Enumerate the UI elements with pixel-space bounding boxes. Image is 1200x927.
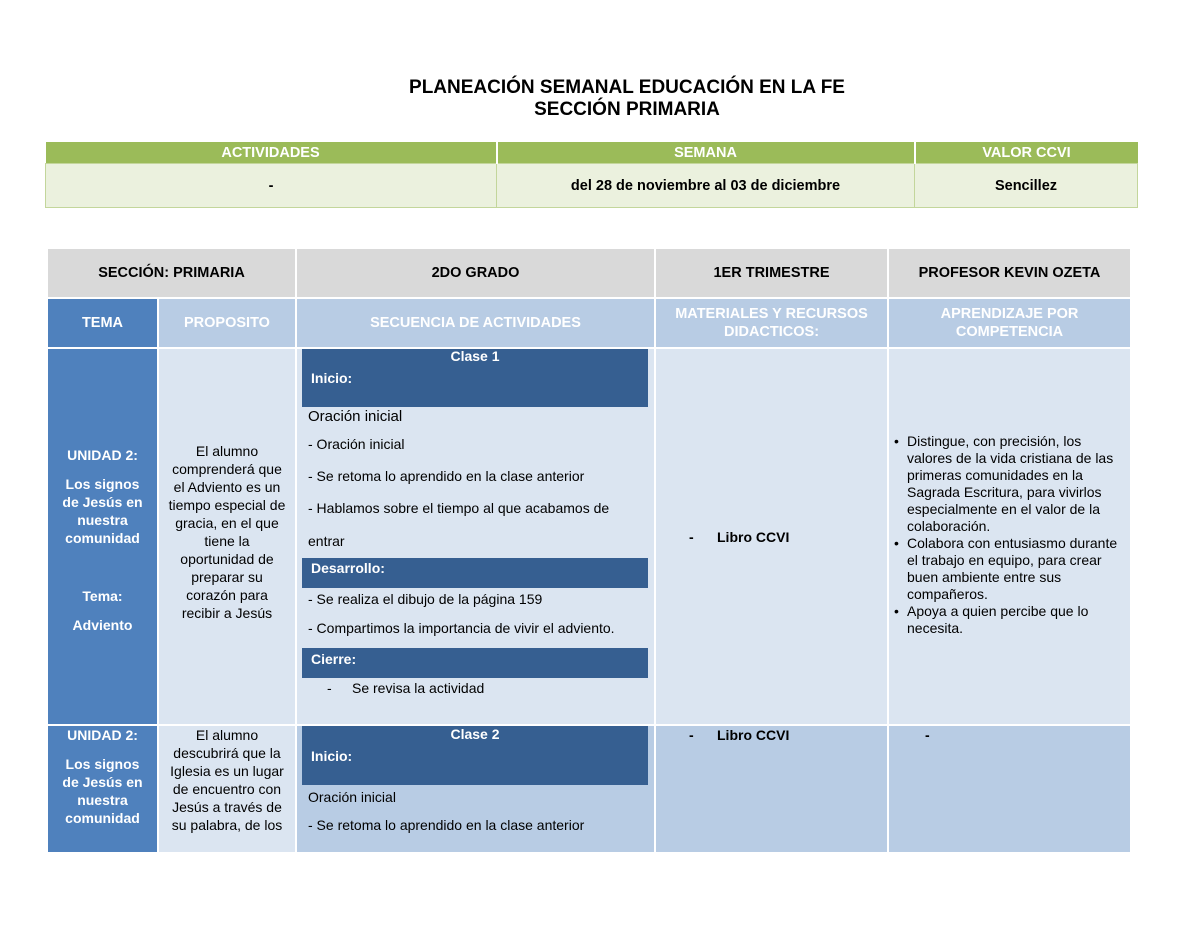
proposito-text: El alumno comprenderá que el Adviento es un tiempo especial de gracia, en el que tiene la oportunidad de preparar su corazón para recibir a Jesús [168,442,286,621]
unidad-label: UNIDAD 2: [67,446,138,463]
col-header-secuencia: SECUENCIA DE ACTIVIDADES [296,298,655,348]
info-grade: 2DO GRADO [296,248,655,298]
inicio-item: Oración inicial [308,408,403,425]
inicio-item: Oración inicial [308,789,396,805]
proposito-cell [158,725,296,853]
desarrollo-item: - Se realiza el dibujo de la página 159 [308,591,543,607]
competencias-list [889,433,1130,637]
dash: - [689,727,694,743]
col-header-proposito: PROPOSITO [158,298,296,348]
secuencia-cell [296,725,655,853]
summary-header-activities: ACTIVIDADES [46,142,497,164]
competencia-item: • Apoya a quien percibe que lo necesita. [907,603,1124,637]
tema-cell [47,348,158,725]
unidad-label: UNIDAD 2: [67,727,138,743]
material-text: Libro CCVI [717,727,790,743]
competencia-item: - [925,727,930,743]
tema-label: Tema: [82,587,123,604]
title-line-2: SECCIÓN PRIMARIA [534,99,720,120]
cierre-label: Cierre: [302,648,648,678]
competencia-item: • Colabora con entusiasmo durante el trabajo en equipo, para crear buen ambiente entre sus compañeros. [907,535,1124,603]
tema-cell [47,725,158,853]
aprendizaje-cell [888,725,1131,853]
cierre-text: Se revisa la actividad [352,680,485,696]
info-term: 1ER TRIMESTRE [655,248,888,298]
proposito-text: El alumno descubrirá que la Iglesia es un lugar de encuentro con Jesús a través de su palabra, de los [170,727,284,833]
inicio-label: Inicio: [302,746,648,785]
materiales-cell [655,348,888,725]
title-line-1: PLANEACIÓN SEMANAL EDUCACIÓN EN LA FE [409,77,845,98]
summary-activities-value: - [46,164,497,208]
inicio-item: - Se retoma lo aprendido en la clase anterior [308,468,585,484]
desarrollo-label: Desarrollo: [302,558,648,588]
material-item [656,529,887,545]
plan-table [46,247,1132,854]
clase-1-title: Clase 1 [302,348,648,368]
summary-table [45,142,1138,208]
competencia-item: • Distingue, con precisión, los valores de la vida cristiana de las primeras comunidades en la Sagrada Escritura, para vivirlos especialmente en el valor de la colaboración. [907,433,1124,535]
material-text: Libro CCVI [717,528,790,545]
unidad-title: Los signos de Jesús en nuestra comunidad [62,756,143,826]
clase-2-title: Clase 2 [302,726,648,746]
unidad-title: Los signos de Jesús en nuestra comunidad [62,475,143,546]
materiales-cell [655,725,888,853]
page-title [0,77,1200,121]
cierre-item [302,678,648,698]
summary-header-value: VALOR CCVI [915,142,1138,164]
col-header-aprendizaje: APRENDIZAJE POR COMPETENCIA [888,298,1131,348]
summary-week-value: del 28 de noviembre al 03 de diciembre [497,164,915,208]
inicio-item: - Se retoma lo aprendido en la clase anterior [308,817,585,833]
dash: - [327,680,332,696]
summary-header-week: SEMANA [497,142,915,164]
aprendizaje-cell [888,348,1131,725]
desarrollo-item: - Compartimos la importancia de vivir el adviento. [308,620,615,636]
inicio-item: - Hablamos sobre el tiempo al que acabamos de entrar [308,500,610,549]
summary-value-value: Sencillez [915,164,1138,208]
proposito-cell [158,348,296,725]
inicio-label: Inicio: [302,368,648,407]
col-header-materiales: MATERIALES Y RECURSOS DIDACTICOS: [655,298,888,348]
secuencia-cell [296,348,655,725]
tema-value: Adviento [72,616,133,633]
info-teacher: PROFESOR KEVIN OZETA [888,248,1131,298]
inicio-item: - Oración inicial [308,436,405,452]
info-section: SECCIÓN: PRIMARIA [47,248,296,298]
dash: - [689,528,694,545]
col-header-tema: TEMA [47,298,158,348]
material-item [656,726,887,744]
